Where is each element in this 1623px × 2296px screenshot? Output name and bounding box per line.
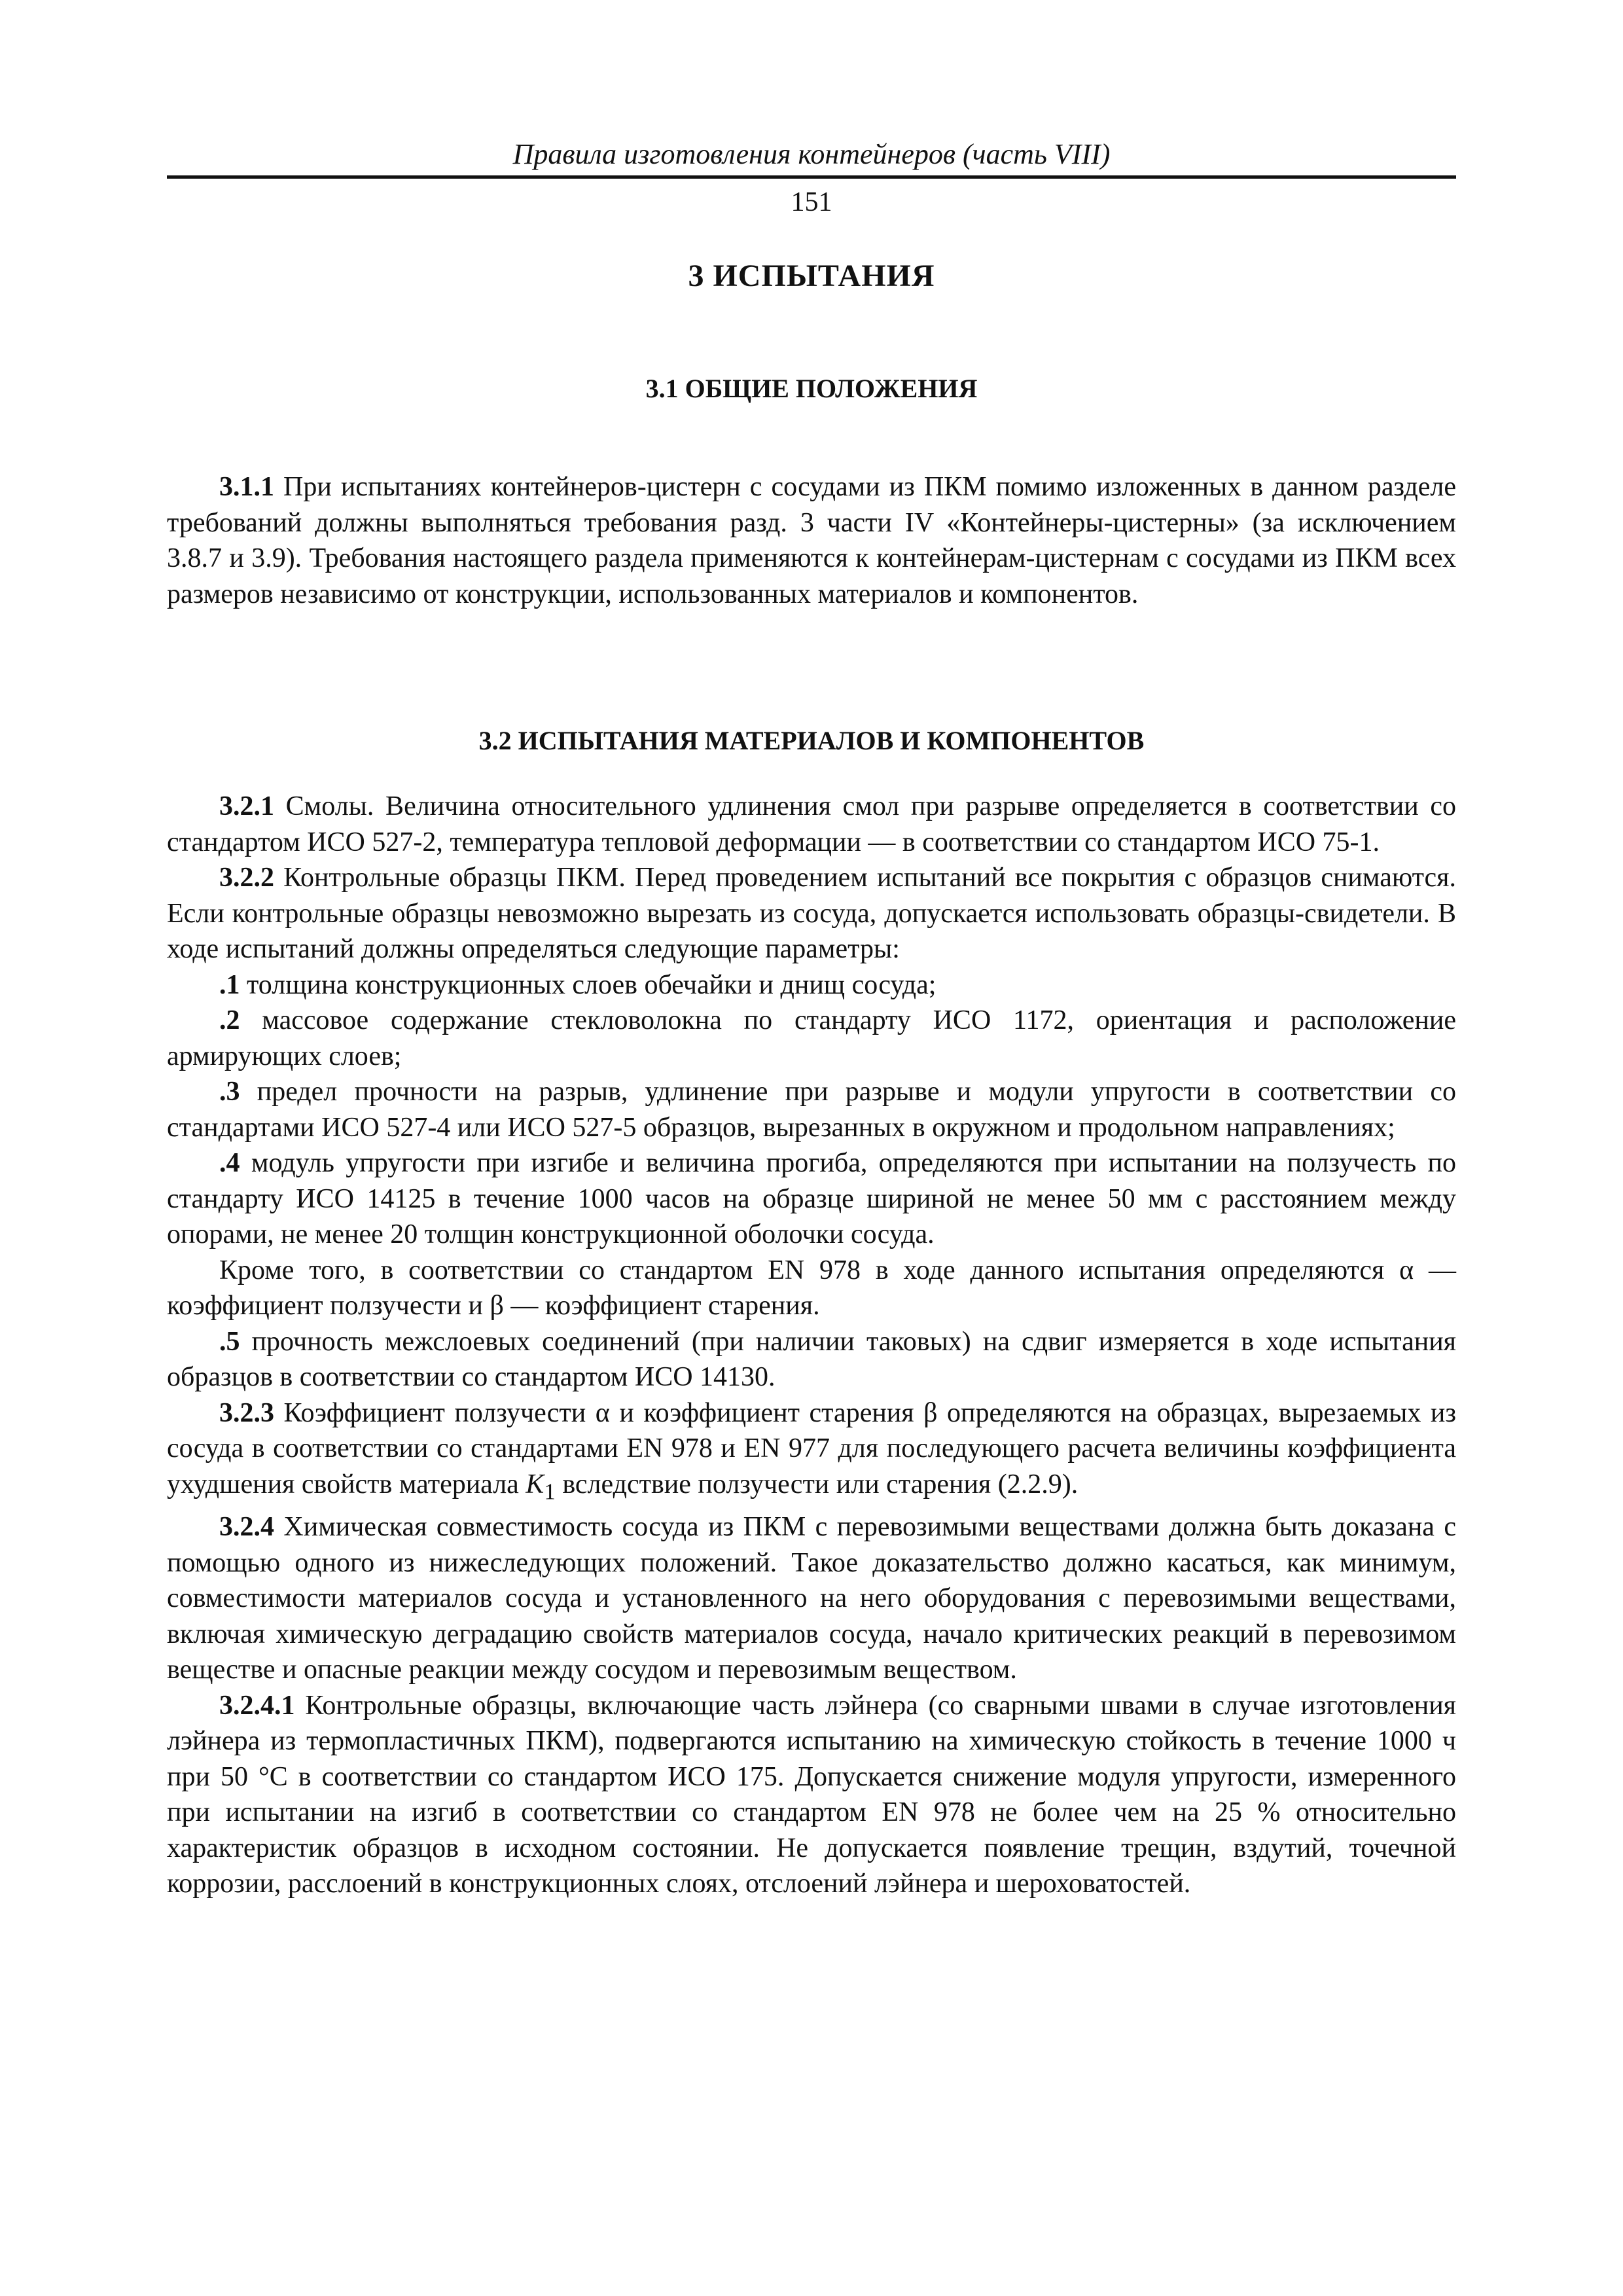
list-item-text: толщина конструкционных слоев обечайки и днищ сосуда; [240,969,936,1000]
page-number: 151 [791,187,832,217]
paragraph-text-end: вследствие ползучести или старения (2.2.9). [555,1469,1079,1499]
list-item-number: .3 [219,1077,240,1107]
paragraph-number: 3.1.1 [219,472,274,502]
paragraph-3-1-1 [167,469,1456,612]
list-item-1 [167,967,1456,1003]
list-item-number: .4 [219,1148,240,1178]
section-title-3-2: 3.2 ИСПЫТАНИЯ МАТЕРИАЛОВ И КОМПОНЕНТОВ [478,726,1145,755]
note-paragraph [167,1253,1456,1324]
paragraph-3-2-3 [167,1395,1456,1510]
paragraph-3-2-1 [167,789,1456,860]
note-text: Кроме того, в соответствии со стандартом EN 978 в ходе данного испытания определяются α — коэффициент ползучести и β — коэффициент старения. [167,1255,1456,1321]
chapter-title: 3 ИСПЫТАНИЯ [688,259,935,293]
paragraph-3-2-2 [167,860,1456,967]
list-item-text: массовое содержание стекловолокна по стандарту ИСО 1172, ориентация и расположение армирующих слоев; [167,1005,1456,1071]
list-item-text: модуль упругости при изгибе и величина прогиба, определяются при испытании на ползучесть по стандарту ИСО 14125 в течение 1000 часов на образце шириной не менее 50 мм с расстоянием между опорами, не менее 20 толщин конструкционной оболочки сосуда. [167,1148,1456,1249]
running-header-title: Правила изготовления контейнеров (часть VIII) [512,138,1111,170]
section-3-2-body [167,789,1456,1902]
paragraph-number: 3.2.2 [219,863,274,893]
paragraph-number: 3.2.4 [219,1512,274,1543]
list-item-3 [167,1074,1456,1145]
section-title-3-1: 3.1 ОБЩИЕ ПОЛОЖЕНИЯ [645,374,978,403]
list-item-4 [167,1145,1456,1253]
list-item-text: прочность межслоевых соединений (при наличии таковых) на сдвиг измеряется в ходе испытания образцов в соответствии со стандартом ИСО 14130. [167,1326,1456,1392]
header-rule [167,175,1456,179]
paragraph-text: Химическая совместимость сосуда из ПКМ с перевозимыми веществами должна быть доказана с помощью одного из нижеследующих положений. Такое доказательство должно касаться, как минимум, совместимости материалов сосуда и установленного на него оборудования с перевозимыми веществами, включая химическую деградацию свойств материалов сосуда, начало критических реакций в перевозимом веществе и опасные реакции между сосудом и перевозимым веществом. [167,1512,1456,1685]
symbol-subscript: 1 [544,1478,556,1504]
paragraph-3-2-4-1 [167,1688,1456,1902]
symbol-k: K [526,1469,544,1499]
list-item-number: .1 [219,969,240,1000]
paragraph-text: Коэффициент ползучести α и коэффициент старения β определяются на образцах, вырезаемых из сосуда в соответствии со стандартами EN 978 и EN 977 для последующего расчета величины коэффициента ухудшения свойств материала [167,1397,1456,1499]
section-3-1-body [167,469,1456,612]
list-item-2 [167,1003,1456,1074]
paragraph-text: Контрольные образцы ПКМ. Перед проведением испытаний все покрытия с образцов снимаются. Если контрольные образцы невозможно вырезать из сосуда, допускается использовать образцы-свидетели. В ходе испытаний должны определяться следующие параметры: [167,863,1456,964]
paragraph-number: 3.2.1 [219,791,274,821]
list-item-number: .2 [219,1005,240,1035]
paragraph-text: Контрольные образцы, включающие часть лэйнера (со сварными швами в случае изготовления лэйнера из термопластичных ПКМ), подвергаются испытанию на химическую стойкость в течение 1000 ч при 50 °С в соответствии со стандартом ИСО 175. Допускается снижение модуля упругости, измеренного при испытании на изгиб в соответствии со стандартом EN 978 не более чем на 25 % относительно характеристик образцов в исходном состоянии. Не допускается появление трещин, вздутий, точечной коррозии, расслоений в конструкционных слоях, отслоений лэйнера и шероховатостей. [167,1690,1456,1899]
paragraph-3-2-4 [167,1509,1456,1688]
paragraph-number: 3.2.3 [219,1397,274,1428]
paragraph-number: 3.2.4.1 [219,1690,295,1721]
list-item-5 [167,1324,1456,1395]
paragraph-text: При испытаниях контейнеров-цистерн с сосудами из ПКМ помимо изложенных в данном разделе требований должны выполняться требования разд. 3 части IV «Контейнеры-цистерны» (за исключением 3.8.7 и 3.9). Требования настоящего раздела применяются к контейнерам-цистернам с сосудами из ПКМ всех размеров независимо от конструкции, использованных материалов и компонентов. [167,472,1456,609]
list-item-text: предел прочности на разрыв, удлинение при разрыве и модули упругости в соответствии со стандартами ИСО 527-4 или ИСО 527-5 образцов, вырезанных в окружном и продольном направлениях; [167,1077,1456,1143]
list-item-number: .5 [219,1326,240,1357]
paragraph-text: Смолы. Величина относительного удлинения смол при разрыве определяется в соответствии со стандартом ИСО 527-2, температура тепловой деформации — в соответствии со стандартом ИСО 75-1. [167,791,1456,857]
